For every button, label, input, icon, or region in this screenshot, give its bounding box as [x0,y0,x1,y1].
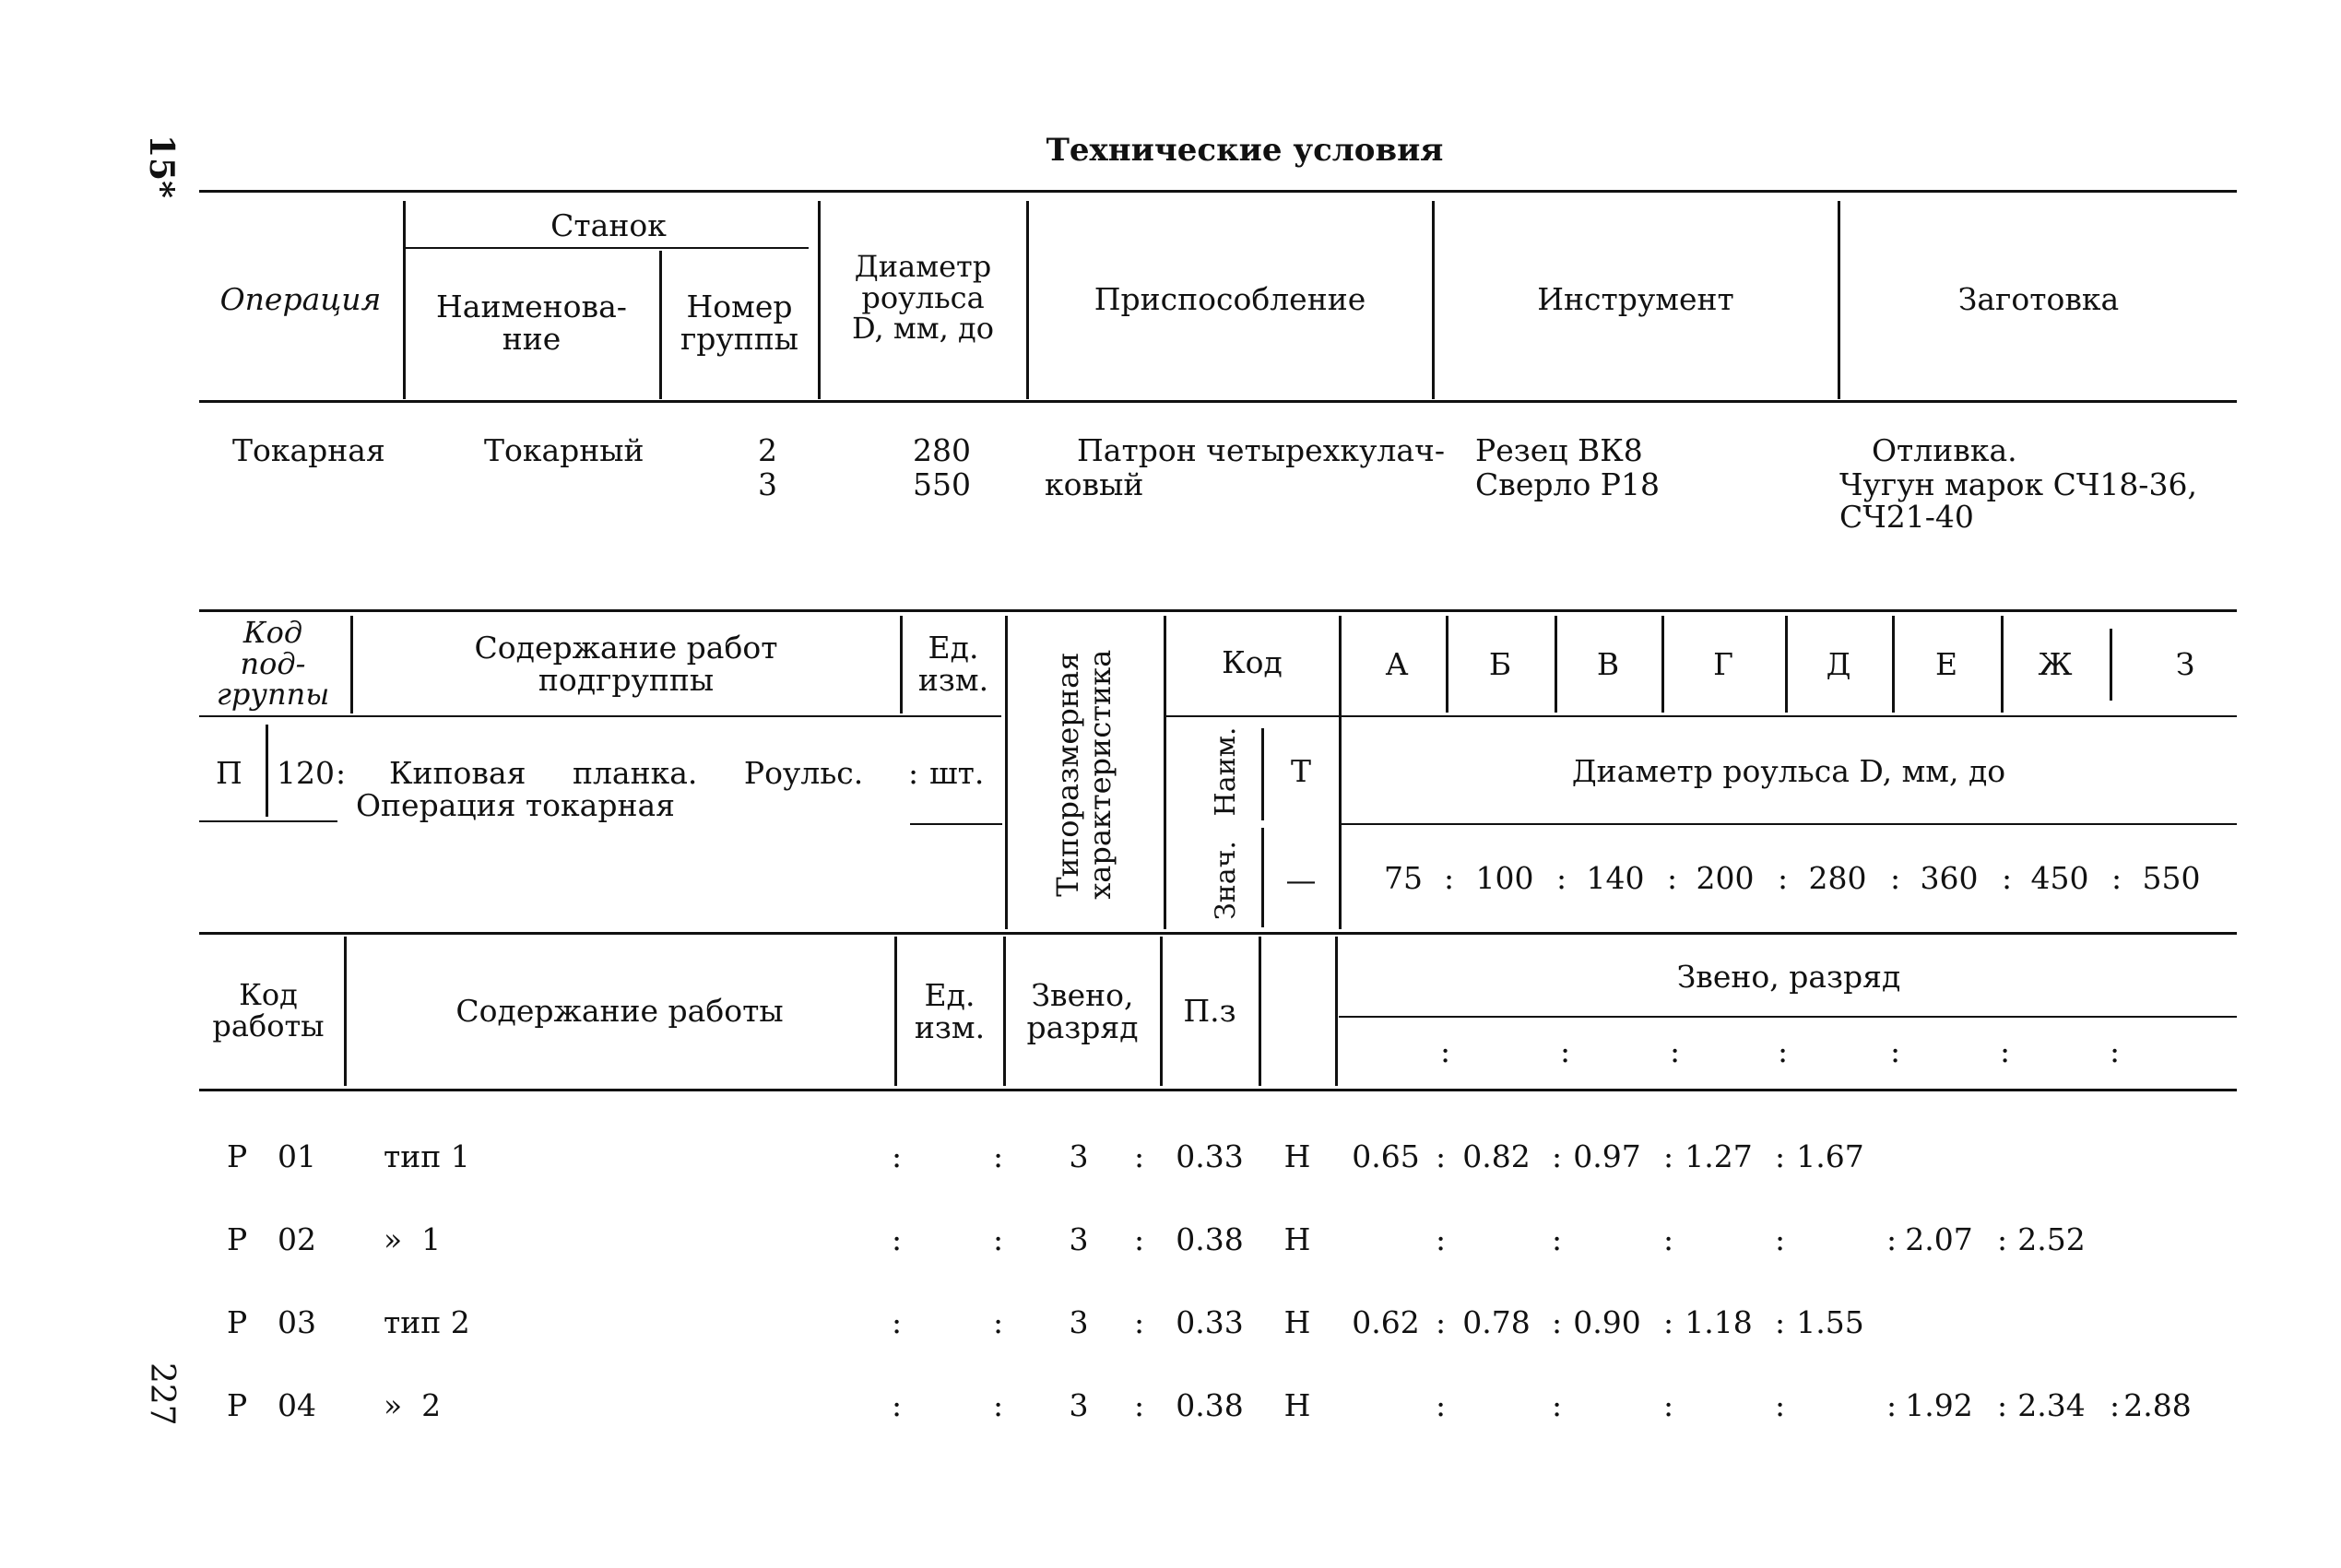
work-row-pz: 0.33 [1176,1304,1244,1340]
t2-divider [894,937,897,1086]
separator-colon: : [1890,1033,1901,1069]
t2-divider [1259,937,1261,1086]
t3-header-link-rank: Звено, разряд [1026,977,1139,1045]
page-number-top: 15* [142,135,181,198]
work-row-value: 2.52 [2017,1221,2086,1257]
column-letter: Д [1826,646,1851,682]
t1-blank-value: Отливка. [1872,432,2017,468]
separator-colon: : [1552,1221,1563,1257]
work-row-pz: 0.38 [1176,1221,1244,1257]
column-letter: А [1385,646,1409,682]
work-row-num: 01 [278,1138,316,1174]
separator-colon: : [1134,1221,1145,1257]
separator-colon: : [1440,1033,1451,1069]
t2-diameter-caption: Диаметр роульса D, мм, до [1571,753,2006,789]
t2-top-rule [199,609,2237,612]
separator-colon: : [892,1138,903,1174]
t1-machine-name-value: Токарный [484,432,644,468]
diameter-value: 450 [2030,860,2089,896]
work-row-content: тип 2 [384,1304,470,1340]
t1-tool-value: Резец ВК8 [1475,432,1643,468]
t2-divider [344,937,347,1086]
t2-rule [910,823,1002,825]
diameter-value: 75 [1384,860,1423,896]
t3-header-work-code: Код работы [212,977,325,1043]
separator-colon: : [1886,1221,1898,1257]
work-row-value: 2.88 [2123,1387,2192,1423]
t2-rule [1339,1016,2237,1018]
separator-colon: : [1663,1387,1674,1423]
t2-subgroup-text: Киповая планка. Роульс. [389,755,864,791]
t3-header-unit: Ед. изм. [914,977,986,1045]
t2-bottom-rule [199,1089,2237,1091]
work-row-value: 0.62 [1352,1304,1420,1340]
separator-colon: : [1775,1304,1786,1340]
t2-divider [1164,616,1166,929]
separator-colon: : [1997,1387,2008,1423]
t2-rule [1166,715,2237,717]
separator-colon: : [993,1304,1004,1340]
work-row-value: 1.55 [1796,1304,1864,1340]
t2-subgroup-num: 120 [277,755,335,791]
work-row-value: 1.18 [1685,1304,1753,1340]
separator-colon: : [2000,1033,2011,1069]
separator-colon: : [1436,1221,1447,1257]
t1-header-machine-name: Наименова- ние [436,289,627,357]
tech-conditions-title: Технические условия [1046,132,1444,169]
t2-divider [1160,937,1163,1086]
work-row-content: » 2 [384,1387,442,1423]
separator-colon: : [993,1387,1004,1423]
work-row-letter: Р [227,1138,248,1174]
separator-colon: : [1134,1387,1145,1423]
t1-group-number-value: 2 [758,432,777,468]
work-row-value: 1.27 [1685,1138,1753,1174]
t1-top-rule [199,190,2237,193]
work-row-pz: 0.38 [1176,1387,1244,1423]
t1-header-machine: Станок [550,207,667,243]
t1-diameter-value: 550 [913,466,971,502]
work-row-num: 03 [278,1304,316,1340]
separator-colon: : [1663,1304,1674,1340]
separator-colon: : [1890,860,1901,896]
t2-divider [2001,616,2004,713]
t1-header-tool: Инструмент [1537,281,1734,317]
t2-header-unit: Ед. изм. [917,630,989,698]
t2-divider [1785,616,1788,713]
column-letter: Г [1713,646,1733,682]
separator-colon: : [1560,1033,1571,1069]
t2-divider [1335,937,1338,1086]
t1-header-diameter: Диаметр роульса D, мм, до [852,249,994,347]
column-letter: Е [1934,646,1958,682]
t2-divider [350,616,353,713]
t2-divider [1003,937,1006,1086]
separator-colon: : [2110,1033,2121,1069]
page-number-side: 227 [143,1362,181,1426]
separator-colon: : [2111,860,2122,896]
diameter-value: 550 [2142,860,2201,896]
work-row-num: 02 [278,1221,316,1257]
work-row-content: » 1 [384,1221,442,1257]
t1-header-blank: Заготовка [1957,281,2120,317]
separator-colon: : [1556,860,1567,896]
t1-diameter-value: 280 [913,432,971,468]
separator-colon: : [1775,1138,1786,1174]
t2-subgroup-unit: шт. [929,755,985,791]
work-row-link: 3 [1069,1221,1089,1257]
t2-divider [1005,616,1008,929]
t3-header-pz: П.з [1183,993,1236,1029]
work-row-value: 1.67 [1796,1138,1864,1174]
t1-operation-value: Токарная [232,432,385,468]
t2-header-t: Т [1290,753,1311,789]
t2-divider [1555,616,1557,713]
separator-colon: : [1670,1033,1681,1069]
separator-colon: : [993,1221,1004,1257]
separator-colon: : [1436,1387,1447,1423]
t1-header-operation: Операция [219,281,382,317]
t2-header-code: Код [1222,644,1283,680]
t2-rule [199,715,1001,717]
diameter-value: 200 [1696,860,1755,896]
work-row-value: 2.07 [1905,1221,1973,1257]
separator-colon: : [1778,860,1789,896]
t2-subgroup-colon: : [336,755,347,791]
column-letter: В [1596,646,1620,682]
work-row-letter: Р [227,1221,248,1257]
work-row-content: тип 1 [384,1138,470,1174]
separator-colon: : [1886,1387,1898,1423]
separator-colon: : [1663,1138,1674,1174]
column-letter: З [2175,646,2195,682]
t2-divider [1661,616,1664,713]
separator-colon: : [1552,1304,1563,1340]
t3-header-link-rank-wide: Звено, разряд [1676,959,1901,995]
column-letter: Б [1488,646,1512,682]
t2-subgroup-letter: П [216,755,242,791]
separator-colon: : [1436,1304,1447,1340]
t1-fixture-value: ковый [1045,466,1144,502]
separator-colon: : [1552,1387,1563,1423]
diameter-value: 280 [1808,860,1867,896]
t2-header-subgroup-code: Код под- группы [216,615,330,713]
t1-blank-value: СЧ21-40 [1839,499,1974,535]
work-row-link: 3 [1069,1304,1089,1340]
work-row-flag: Н [1283,1387,1311,1423]
separator-colon: : [1775,1221,1786,1257]
t3-header-work-content: Содержание работы [455,993,784,1029]
separator-colon: : [2110,1387,2121,1423]
separator-colon: : [1134,1304,1145,1340]
separator-colon: : [1444,860,1455,896]
t2-subgroup-text: Операция токарная [356,787,675,823]
separator-colon: : [993,1138,1004,1174]
separator-colon: : [1667,860,1678,896]
t2-divider [2110,629,2112,701]
t2-header-size-char: Типоразмерная характеристика [1049,649,1117,900]
separator-colon: : [1436,1138,1447,1174]
diameter-value: 140 [1586,860,1645,896]
work-row-link: 3 [1069,1138,1089,1174]
t2-header-subgroup-content: Содержание работ подгруппы [474,630,778,698]
t2-header-value-short: Знач. [1210,841,1242,920]
t2-divider [1892,616,1895,713]
t2-subgroup-colon: : [908,755,919,791]
t2-header-name-short: Наим. [1210,726,1242,817]
t2-rule [1339,823,2237,825]
work-row-value: 2.34 [2017,1387,2086,1423]
t2-divider [266,725,268,817]
separator-colon: : [2002,860,2013,896]
t2-header-dash: — [1285,862,1317,898]
work-row-flag: Н [1283,1221,1311,1257]
t2-divider [1261,728,1264,820]
diameter-value: 100 [1475,860,1534,896]
work-row-value: 1.92 [1905,1387,1973,1423]
t2-divider [1446,616,1448,713]
separator-colon: : [1997,1221,2008,1257]
work-row-value: 0.90 [1573,1304,1641,1340]
separator-colon: : [1552,1138,1563,1174]
work-row-value: 0.82 [1462,1138,1531,1174]
separator-colon: : [892,1304,903,1340]
separator-colon: : [1775,1387,1786,1423]
work-row-value: 0.78 [1462,1304,1531,1340]
work-row-value: 0.97 [1573,1138,1641,1174]
separator-colon: : [892,1221,903,1257]
t1-machine-rule [406,247,809,249]
t1-fixture-value: Патрон четырехкулач- [1077,432,1445,468]
work-row-flag: Н [1283,1138,1311,1174]
column-letter: Ж [2038,646,2073,682]
separator-colon: : [1134,1138,1145,1174]
t1-header-rule [199,400,2237,403]
work-row-num: 04 [278,1387,316,1423]
work-row-letter: Р [227,1387,248,1423]
work-row-letter: Р [227,1304,248,1340]
separator-colon: : [892,1387,903,1423]
t2-divider [900,616,903,713]
t1-group-number-value: 3 [758,466,777,502]
work-row-pz: 0.33 [1176,1138,1244,1174]
t1-header-fixture: Приспособление [1094,281,1366,317]
work-row-link: 3 [1069,1387,1089,1423]
separator-colon: : [1778,1033,1789,1069]
work-row-value: 0.65 [1352,1138,1420,1174]
work-row-flag: Н [1283,1304,1311,1340]
t1-header-group-number: Номер группы [680,289,799,357]
separator-colon: : [1663,1221,1674,1257]
t2-divider [1261,828,1264,927]
diameter-value: 360 [1920,860,1979,896]
t2-rule [199,820,337,822]
t1-tool-value: Сверло Р18 [1475,466,1660,502]
t1-blank-value: Чугун марок СЧ18-36, [1839,466,2197,502]
